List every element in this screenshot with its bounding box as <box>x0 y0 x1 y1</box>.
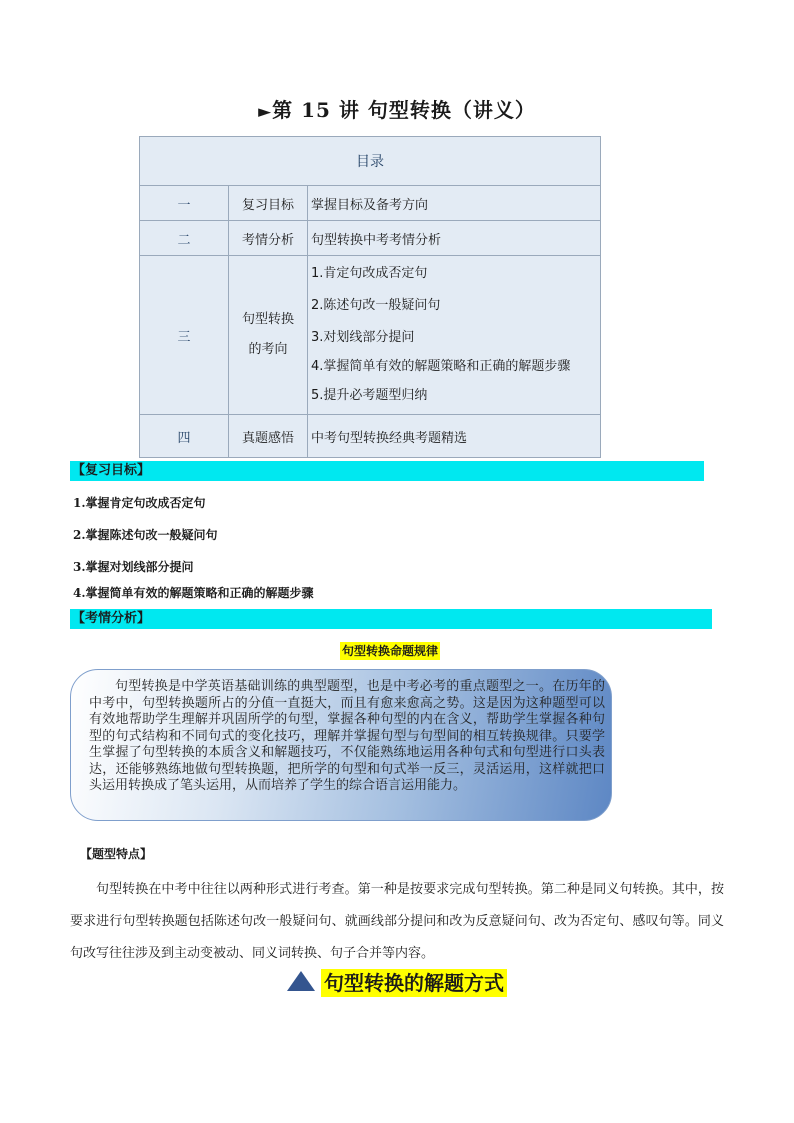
method-title: 句型转换的解题方式 <box>321 969 507 997</box>
toc-subitem: 1.肯定句改成否定句 <box>311 266 428 281</box>
toc-row-desc: 中考句型转换经典考题精选 <box>308 415 601 458</box>
toc-subitem: 2.陈述句改一般疑问句 <box>311 298 441 313</box>
rule-title-highlight: 句型转换命题规律 <box>342 644 439 658</box>
review-goal-item: 1.掌握肯定句改成否定句 <box>73 496 206 510</box>
toc-row-category: 真题感悟 <box>229 415 308 458</box>
toc-header: 目录 <box>140 137 601 186</box>
toc-row-desc: 句型转换中考考情分析 <box>308 221 601 256</box>
toc-row <box>140 256 601 415</box>
table-of-contents <box>139 136 601 458</box>
feature-paragraph: 句型转换在中考中往往以两种形式进行考查。第一种是按要求完成句型转换。第二种是同义句转换。其中，按要求进行句型转换题包括陈述句改一般疑问句、就画线部分提问和改为反意疑问句、改为否定句、感叹句等。同义句改写往往涉及到主动变被动、同义词转换、句子合并等内容。 <box>70 882 724 961</box>
toc-row <box>140 221 601 256</box>
review-goal-item: 2.掌握陈述句改一般疑问句 <box>73 528 218 542</box>
toc-row-number: 三 <box>140 256 229 415</box>
toc-row-number: 四 <box>140 415 229 458</box>
toc-row-number: 一 <box>140 186 229 221</box>
toc-subitem: 4.掌握简单有效的解题策略和正确的解题步骤 <box>311 359 571 374</box>
toc-subitem: 5.提升必考题型归纳 <box>311 388 428 403</box>
play-marker-icon: ► <box>258 102 273 122</box>
review-goals-heading: 【复习目标】 <box>70 461 704 481</box>
toc-row-category: 复习目标 <box>229 186 308 221</box>
review-goal-item: 3.掌握对划线部分提问 <box>73 560 194 574</box>
toc-row-category: 考情分析 <box>229 221 308 256</box>
toc-row-number: 二 <box>140 221 229 256</box>
method-heading <box>287 969 507 997</box>
toc-category-line: 句型转换 <box>241 312 294 327</box>
page-title-text: 第 15 讲 句型转换（讲义） <box>272 98 536 122</box>
rule-description-box: 句型转换是中学英语基础训练的典型题型，也是中考必考的重点题型之一。在历年的中考中，句型转换题所占的分值一直挺大，而且有愈来愈高之势。这是因为这种题型可以有效地帮助学生理解并巩固所学的句型，掌握各种句型的内在含义，帮助学生掌握各种句型的句式结构和不同句式的变化技巧，理解并掌握句型与句型间的相互转换规律。只要学生掌握了句型转换的本质含义和解题技巧，不仅能熟练地运用各种句式和句型进行口头表达，还能够熟练地做句型转换题，把所学的句型和句式举一反三，灵活运用，这样就把口头运用转换成了笔头运用，从而培养了学生的综合语言运用能力。 <box>70 669 612 821</box>
toc-row-desc <box>308 256 601 415</box>
toc-row <box>140 186 601 221</box>
page-title <box>0 94 794 123</box>
review-goal-item: 4.掌握简单有效的解题策略和正确的解题步骤 <box>73 586 314 600</box>
feature-label: 【题型特点】 <box>80 847 153 861</box>
toc-row-desc: 掌握目标及备考方向 <box>308 186 601 221</box>
toc-category-line: 的考向 <box>248 342 288 357</box>
exam-analysis-heading: 【考情分析】 <box>70 609 712 629</box>
toc-row-category <box>229 256 308 415</box>
toc-row <box>140 415 601 458</box>
toc-subitem: 3.对划线部分提问 <box>311 330 415 345</box>
triangle-icon <box>287 971 315 991</box>
